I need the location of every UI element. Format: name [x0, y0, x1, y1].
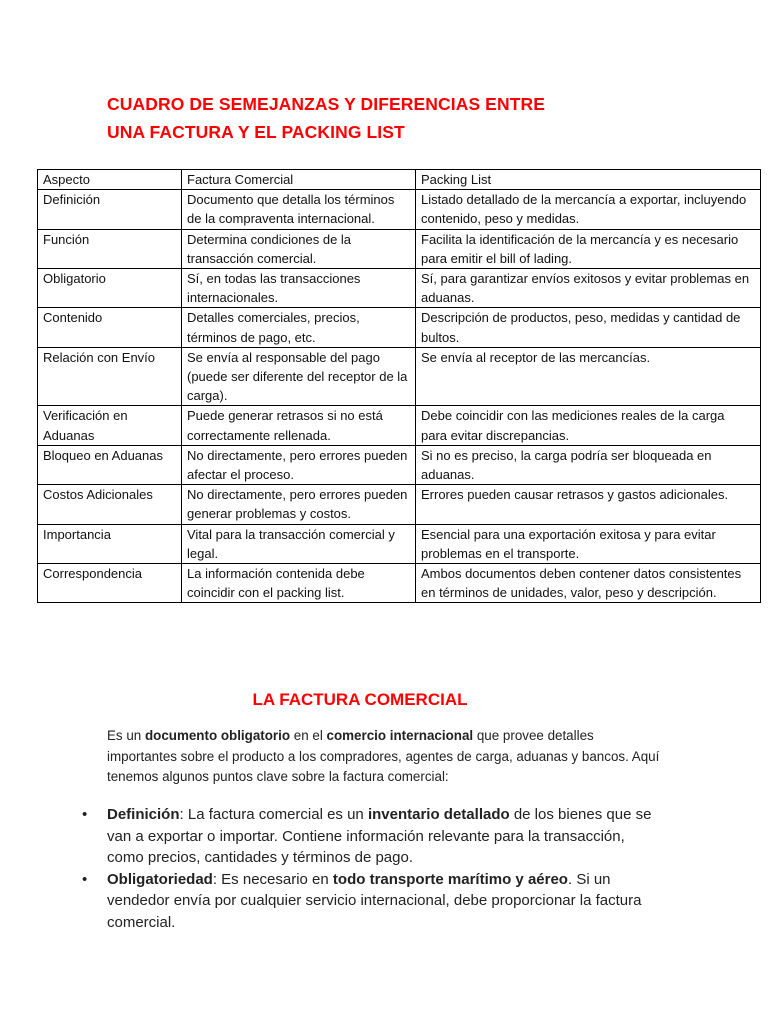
- table-cell: Bloqueo en Aduanas: [38, 445, 182, 484]
- bullet-icon: •: [82, 806, 88, 823]
- comparison-table: [37, 169, 761, 603]
- intro-paragraph: [107, 726, 667, 788]
- table-cell: Facilita la identificación de la mercancía y es necesario para emitir el bill of lading.: [416, 229, 761, 268]
- table-cell: No directamente, pero errores pueden afectar el proceso.: [182, 445, 416, 484]
- table-cell: Obligatorio: [38, 269, 182, 308]
- table-cell: Se envía al responsable del pago (puede ser diferente del receptor de la carga).: [182, 347, 416, 406]
- table-row: [38, 406, 761, 445]
- table-row: [38, 445, 761, 484]
- table-row: [38, 564, 761, 603]
- bullet-text: de los bienes que se van a exportar o importar. Contiene información relevante para la transacción, como precios, cantidades y términos de pago.: [107, 806, 652, 866]
- intro-bold: comercio internacional: [326, 728, 474, 743]
- intro-text: en el: [290, 728, 327, 743]
- table-cell: Determina condiciones de la transacción comercial.: [182, 229, 416, 268]
- title-line-1: CUADRO DE SEMEJANZAS Y DIFERENCIAS ENTRE: [107, 94, 545, 114]
- intro-text: Es un: [107, 728, 145, 743]
- page-title: [107, 90, 545, 146]
- bullet-term: Obligatoriedad: [107, 870, 213, 888]
- table-cell: Sí, en todas las transacciones internacionales.: [182, 269, 416, 308]
- section-heading: LA FACTURA COMERCIAL: [252, 690, 468, 709]
- bullet-text: . Si un vendedor envía por cualquier servicio internacional, debe proporcionar la factura comercial.: [107, 870, 642, 931]
- bullet-text: : La factura comercial es un: [179, 806, 368, 823]
- table-cell: Ambos documentos deben contener datos consistentes en términos de unidades, valor, peso y descripción.: [416, 564, 761, 603]
- table-cell: Costos Adicionales: [38, 485, 182, 524]
- table-cell: Listado detallado de la mercancía a exportar, incluyendo contenido, peso y medidas.: [416, 190, 761, 229]
- bullet-term: Definición: [107, 806, 180, 823]
- table-row: [38, 485, 761, 524]
- table-cell: Correspondencia: [38, 564, 182, 603]
- bullet-text: : Es necesario en: [212, 870, 333, 888]
- table-row: [38, 347, 761, 406]
- table-cell: Puede generar retrasos si no está correctamente rellenada.: [182, 406, 416, 445]
- table-cell: Relación con Envío: [38, 347, 182, 406]
- table-row: [38, 190, 761, 229]
- title-line-2: UNA FACTURA Y EL PACKING LIST: [107, 122, 405, 142]
- intro-bold: documento obligatorio: [144, 728, 291, 743]
- table-row: [38, 269, 761, 308]
- header-cell-packing: Packing List: [416, 170, 761, 190]
- list-item: [82, 869, 662, 934]
- header-cell-aspecto: Aspecto: [38, 170, 182, 190]
- table-cell: Si no es preciso, la carga podría ser bloqueada en aduanas.: [416, 445, 761, 484]
- table-cell: Contenido: [38, 308, 182, 347]
- key-points-list: [82, 804, 662, 933]
- bullet-bold: inventario detallado: [367, 806, 510, 823]
- table-cell: No directamente, pero errores pueden generar problemas y costos.: [182, 485, 416, 524]
- table-cell: Definición: [38, 190, 182, 229]
- table-cell: Vital para la transacción comercial y legal.: [182, 524, 416, 563]
- table-cell: Función: [38, 229, 182, 268]
- table-cell: Errores pueden causar retrasos y gastos adicionales.: [416, 485, 761, 524]
- table-cell: La información contenida debe coincidir con el packing list.: [182, 564, 416, 603]
- table-row: [38, 524, 761, 563]
- bullet-icon: •: [82, 870, 88, 888]
- table-cell: Se envía al receptor de las mercancías.: [416, 347, 761, 406]
- bullet-bold: todo transporte marítimo y aéreo: [332, 870, 568, 888]
- table-cell: Descripción de productos, peso, medidas y cantidad de bultos.: [416, 308, 761, 347]
- header-cell-factura: Factura Comercial: [182, 170, 416, 190]
- intro-text: que provee detalles importantes sobre el producto a los compradores, agentes de carga, aduanas y bancos. Aquí tenemos algunos puntos clave sobre la factura comercial:: [107, 728, 660, 784]
- table-cell: Importancia: [38, 524, 182, 563]
- table-cell: Verificación en Aduanas: [38, 406, 182, 445]
- list-item: [82, 804, 662, 869]
- table-row: [38, 229, 761, 268]
- table-cell: Detalles comerciales, precios, términos de pago, etc.: [182, 308, 416, 347]
- table-cell: Documento que detalla los términos de la compraventa internacional.: [182, 190, 416, 229]
- table-header-row: [38, 170, 761, 190]
- table-cell: Sí, para garantizar envíos exitosos y evitar problemas en aduanas.: [416, 269, 761, 308]
- table-row: [38, 308, 761, 347]
- table-cell: Esencial para una exportación exitosa y para evitar problemas en el transporte.: [416, 524, 761, 563]
- table-cell: Debe coincidir con las mediciones reales de la carga para evitar discrepancias.: [416, 406, 761, 445]
